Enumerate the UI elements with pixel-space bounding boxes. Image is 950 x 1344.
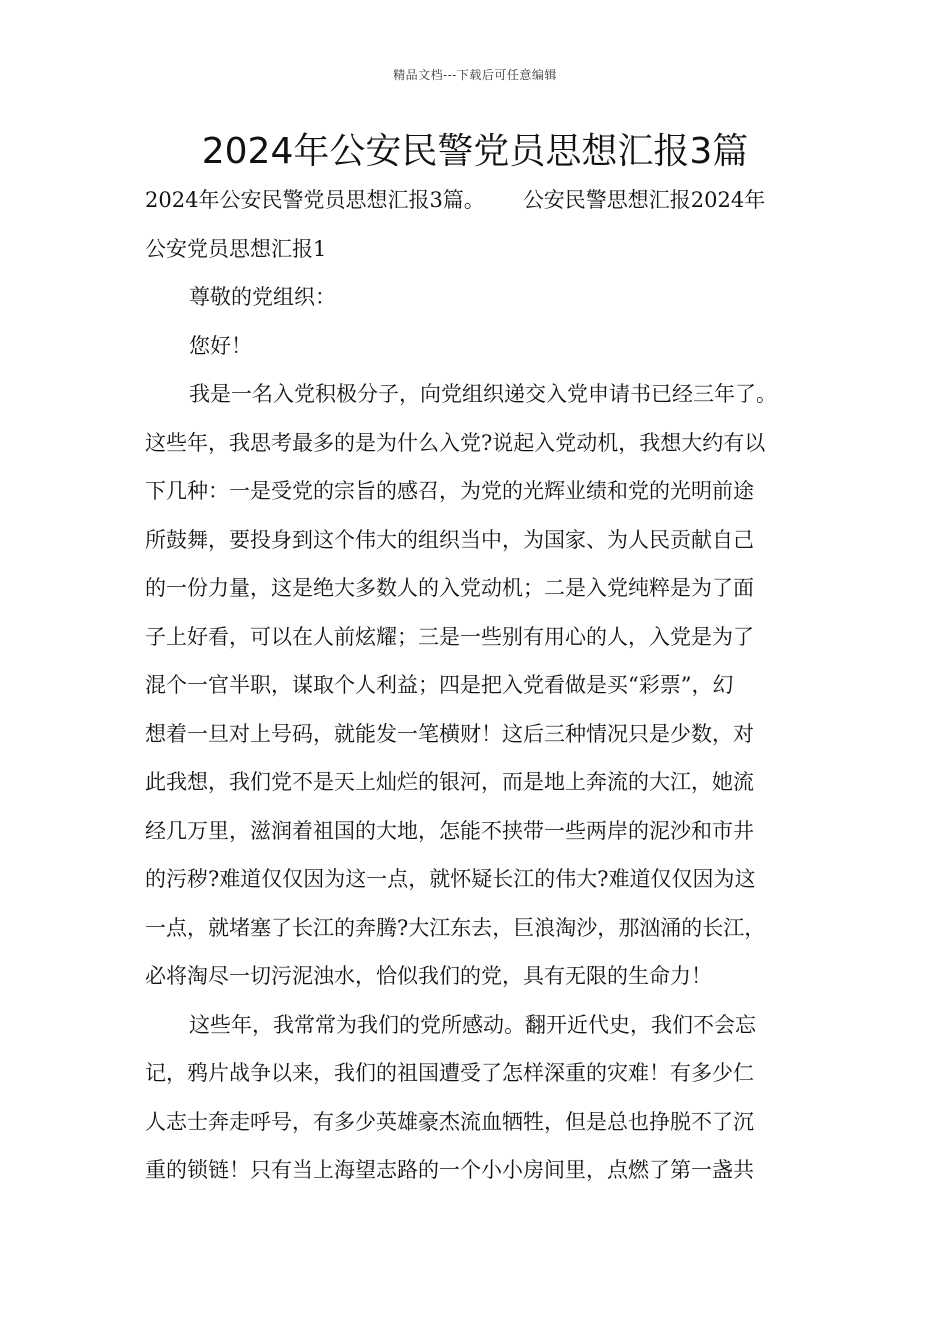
greeting: 您好！ [189, 333, 252, 358]
intro-text-2: 公安民警思想汇报2024年 [522, 188, 766, 212]
paragraph-line: 混个一官半职，谋取个人利益；四是把入党看做是买“彩票”，幻 [145, 673, 734, 697]
paragraph-line: 子上好看，可以在人前炫耀；三是一些别有用心的人，入党是为了 [145, 624, 754, 649]
page-header: 精品文档---下载后可任意编辑 [393, 68, 557, 82]
paragraph-line: 必将淘尽一切污泥浊水，恰似我们的党，具有无限的生命力！ [145, 964, 712, 988]
paragraph-line: 这些年，我常常为我们的党所感动。翻开近代史，我们不会忘 [189, 1012, 756, 1037]
salutation: 尊敬的党组织： [189, 285, 336, 309]
intro-text-1: 2024年公安民警党员思想汇报3篇。 [145, 188, 485, 212]
paragraph-line: 经几万里，滋润着祖国的大地，怎能不挟带一些两岸的泥沙和市井 [145, 818, 754, 843]
paragraph-line: 重的锁链！只有当上海望志路的一个小小房间里，点燃了第一盏共 [145, 1158, 754, 1182]
intro-line [145, 176, 810, 225]
intro-line-2: 公安党员思想汇报1 [145, 236, 327, 261]
paragraph-line: 记，鸦片战争以来，我们的祖国遭受了怎样深重的灾难！有多少仁 [145, 1061, 754, 1085]
paragraph-line: 想着一旦对上号码，就能发一笔横财！这后三种情况只是少数，对 [145, 721, 754, 746]
paragraph-line: 一点，就堵塞了长江的奔腾?大江东去，巨浪淘沙，那汹涌的长江， [145, 915, 766, 940]
paragraph-line: 这些年，我思考最多的是为什么入党?说起入党动机，我想大约有以 [145, 430, 766, 455]
document-title: 2024年公安民警党员思想汇报3篇 [201, 131, 749, 172]
paragraph-line: 我是一名入党积极分子，向党组织递交入党申请书已经三年了。 [189, 382, 777, 406]
document-body [145, 176, 810, 1195]
paragraph-line: 此我想，我们党不是天上灿烂的银河，而是地上奔流的大江，她流 [145, 770, 754, 794]
paragraph-line: 下几种：一是受党的宗旨的感召，为党的光辉业绩和党的光明前途 [145, 479, 754, 503]
paragraph-line: 的一份力量，这是绝大多数人的入党动机；二是入党纯粹是为了面 [145, 576, 754, 600]
paragraph-2 [145, 1001, 810, 1195]
paragraph-line: 所鼓舞，要投身到这个伟大的组织当中，为国家、为人民贡献自己 [145, 527, 754, 552]
paragraph-1 [145, 370, 810, 1001]
paragraph-line: 人志士奔走呼号，有多少英雄豪杰流血牺牲，但是总也挣脱不了沉 [145, 1109, 754, 1134]
paragraph-line: 的污秽?难道仅仅因为这一点，就怀疑长江的伟大?难道仅仅因为这 [145, 867, 756, 891]
